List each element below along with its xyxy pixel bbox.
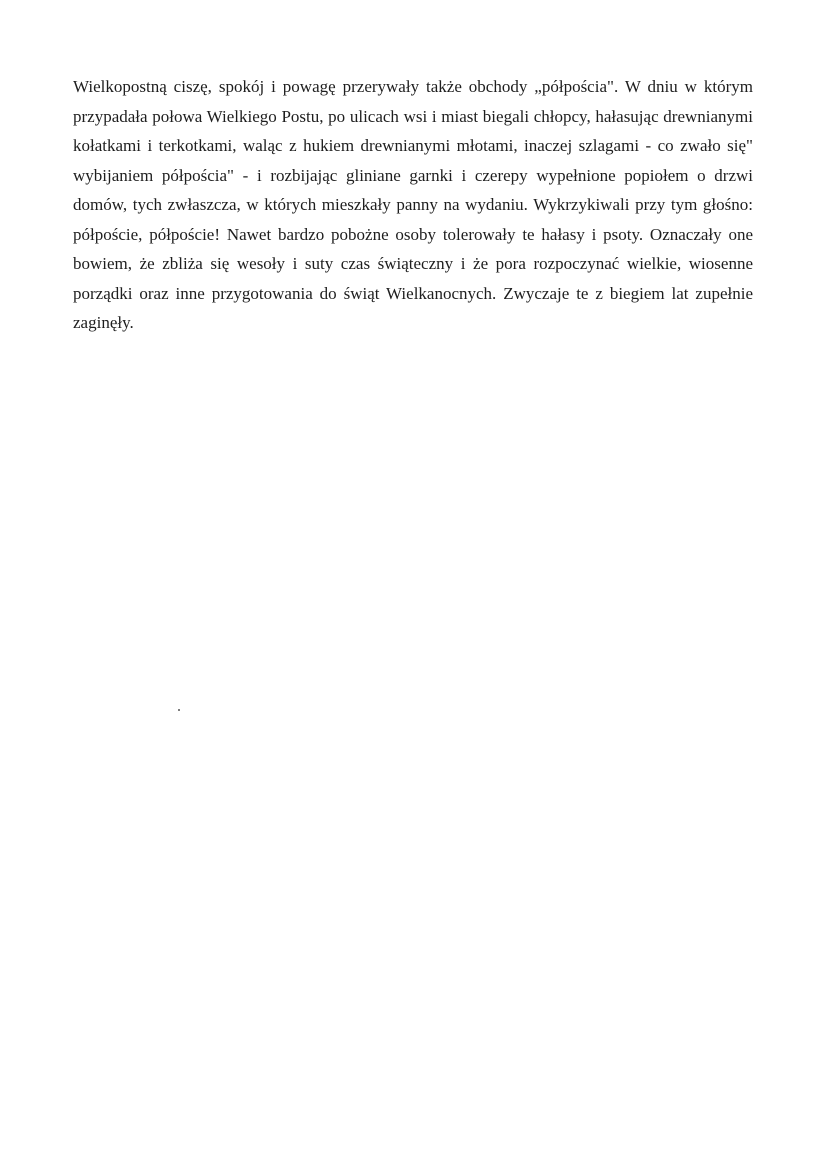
paragraph-line: domów, tych zwłaszcza, w których mieszkały panny na wydaniu. Wykrzykiwali przy tym głośno:: [73, 195, 753, 214]
paragraph-line: zaginęły.: [73, 313, 134, 332]
paragraph-line: bowiem, że zbliża się wesoły i suty czas świąteczny i że pora rozpoczynać wielkie, wiosenne: [73, 254, 753, 273]
paragraph-line: przypadała połowa Wielkiego Postu, po ulicach wsi i miast biegali chłopcy, hałasując drewnianymi: [73, 106, 753, 126]
scan-speck: [178, 709, 180, 711]
paragraph-line: półpoście, półpoście! Nawet bardzo pobożne osoby tolerowały te hałasy i psoty. Oznaczały one: [73, 224, 753, 244]
paragraph-line: Wielkopostną ciszę, spokój i powagę przerywały także obchody „półpościa". W dniu w którym: [73, 77, 753, 96]
paragraph-line: porządki oraz inne przygotowania do świąt Wielkanocnych. Zwyczaje te z biegiem lat zupełnie: [73, 283, 753, 303]
body-paragraph: [73, 72, 753, 338]
paragraph-line: wybijaniem półpościa" - i rozbijając gliniane garnki i czerepy wypełnione popiołem o drzwi: [73, 165, 753, 185]
paragraph-line: kołatkami i terkotkami, waląc z hukiem drewnianymi młotami, inaczej szlagami - co zwało się": [73, 136, 753, 155]
